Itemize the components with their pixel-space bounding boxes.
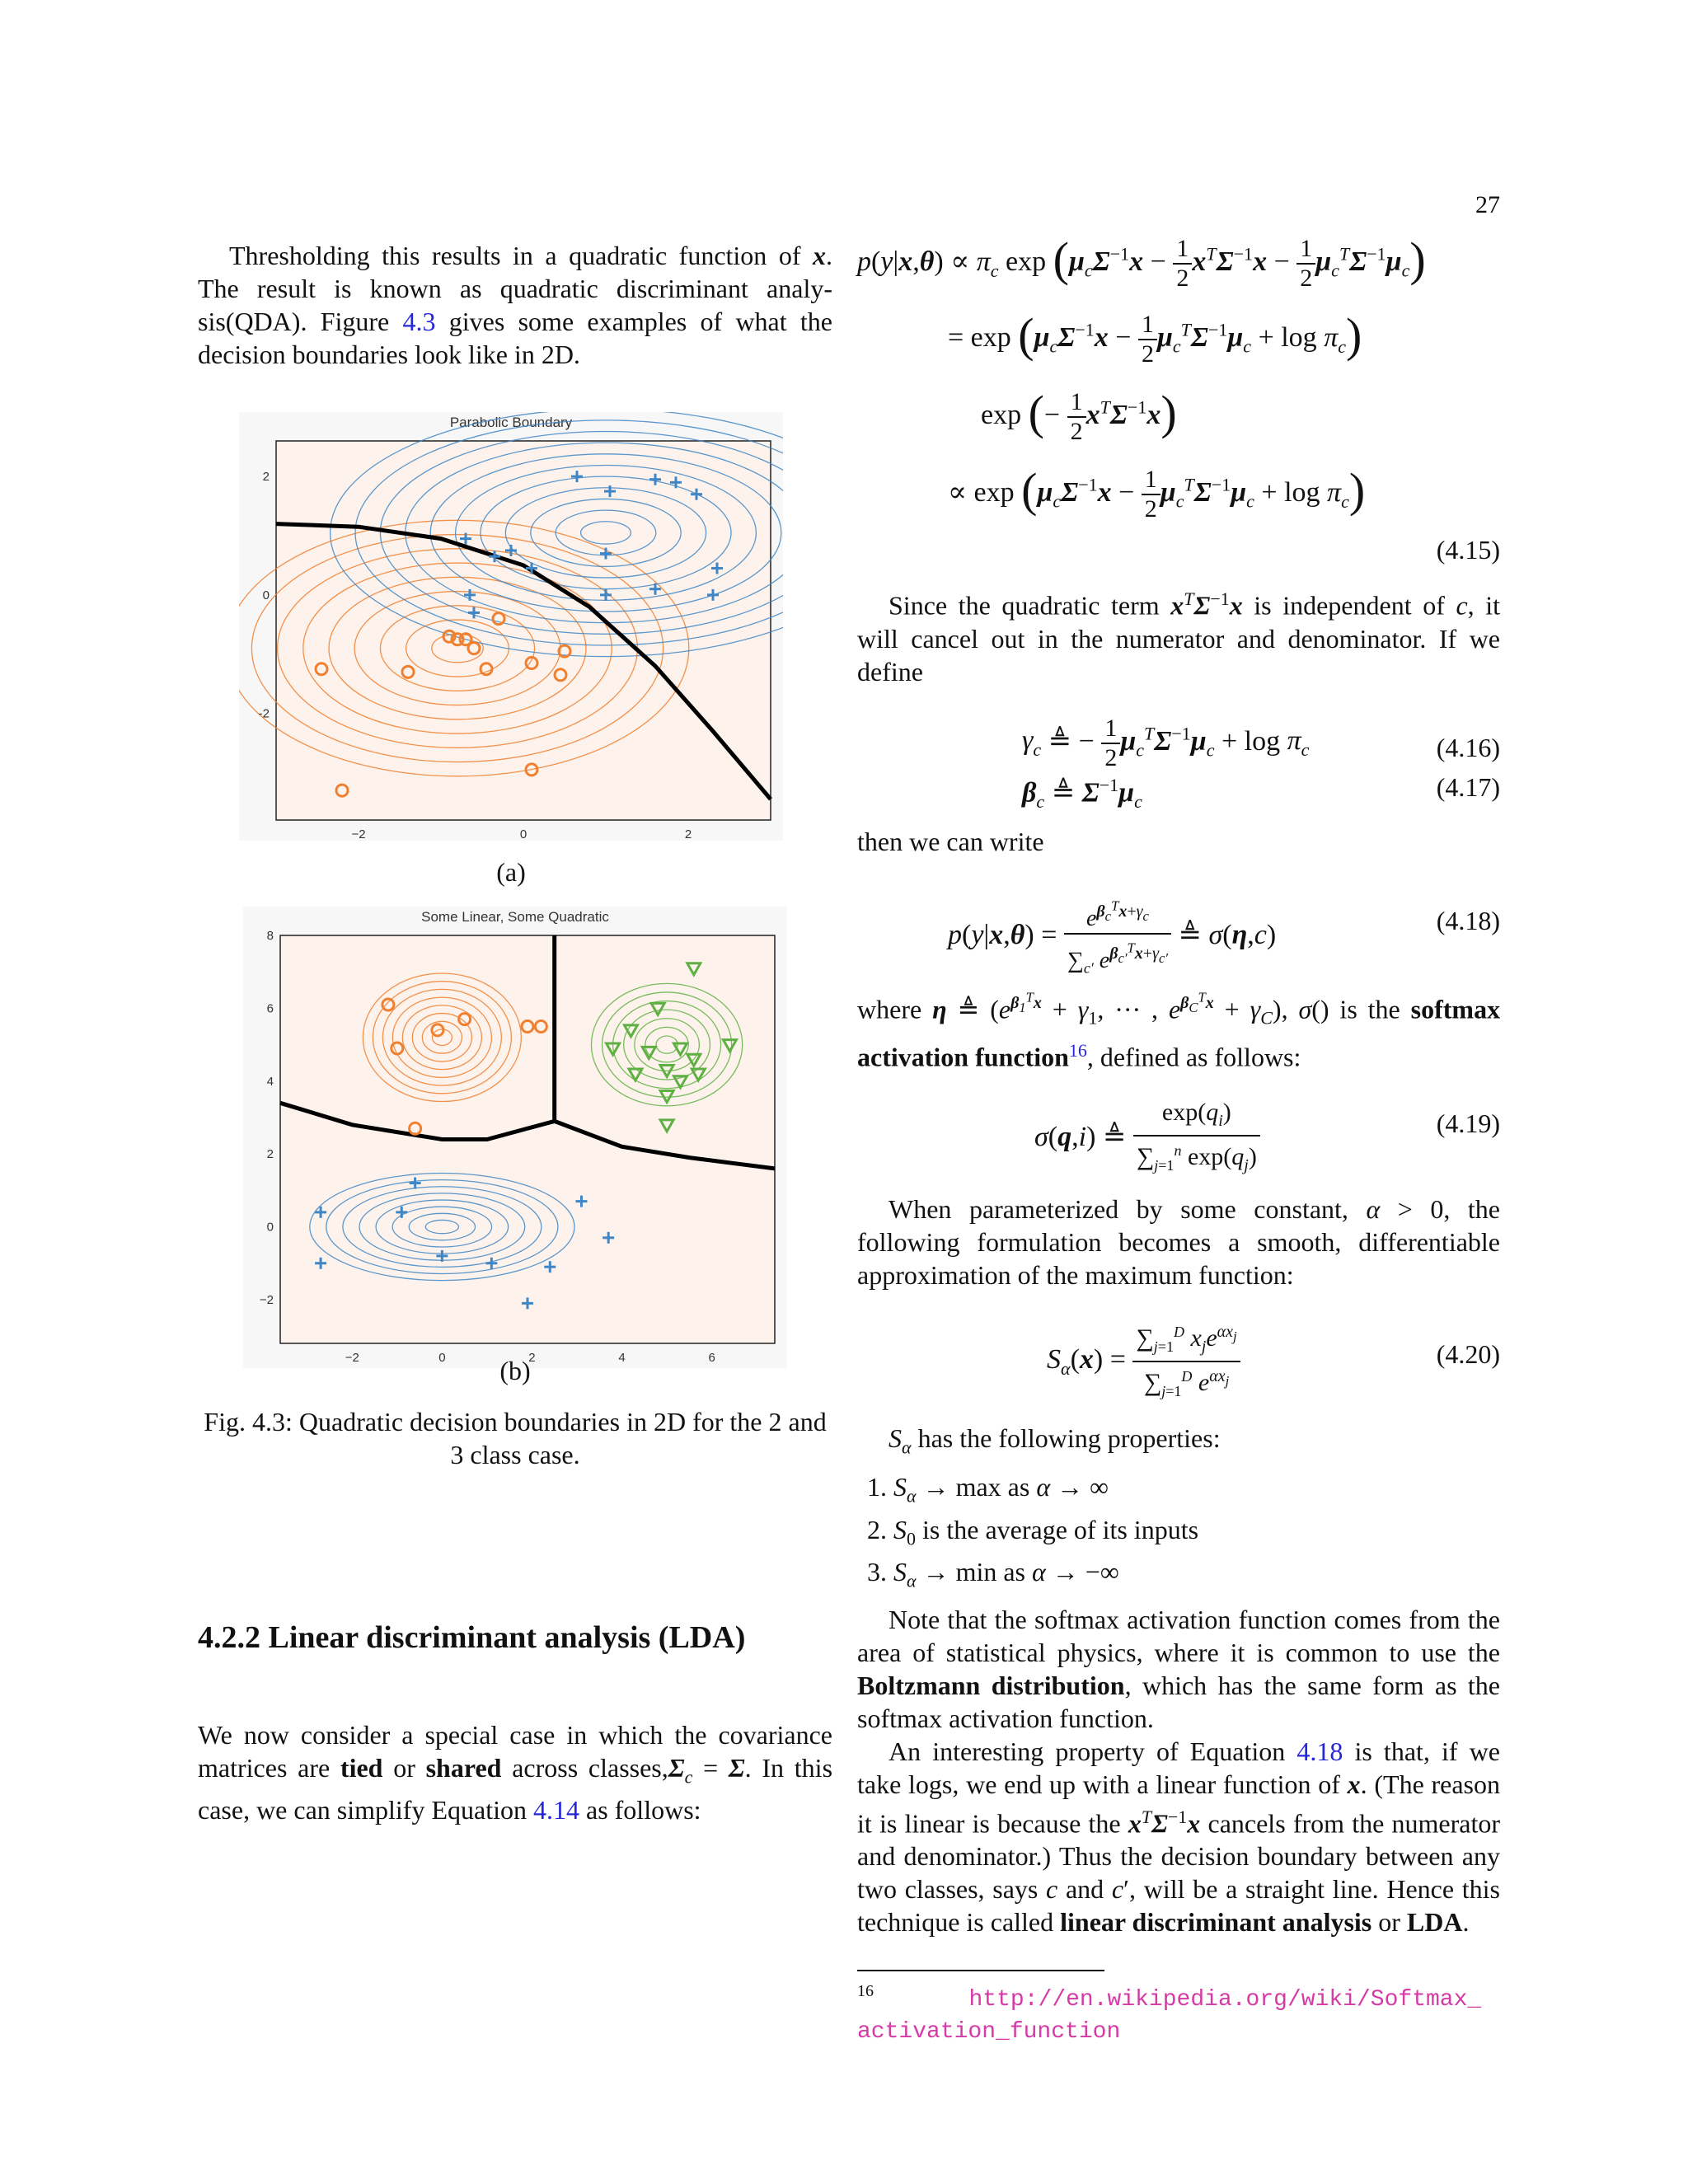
equation-4-20: $S_\alpha(x)$ = $\frac{\sum_{j=1}^D x_je^{\alpha x_j}}{\sum_{j=1}^D e^{\alpha x_j}}$ (4.20) xyxy=(857,1310,1500,1408)
then-we-can-write: then we can write xyxy=(857,826,1044,856)
x-tick-label: 2 xyxy=(684,827,692,841)
footnote-url-line1[interactable]: http://en.wikipedia.org/wiki/Softmax_ xyxy=(968,1987,1482,2013)
y-tick-label: 8 xyxy=(266,929,274,943)
footnote-16 xyxy=(857,1976,1500,2047)
equation-number-4-20: (4.20) xyxy=(1436,1339,1500,1370)
x-tick-label: −2 xyxy=(345,1351,359,1365)
properties-intro: $S_\alpha$ has the following properties: xyxy=(889,1423,1221,1458)
figure-ref-4-3[interactable]: 4.3 xyxy=(402,307,436,336)
figure-a-label: (a) xyxy=(496,857,526,887)
equation-4-18: p(y|x,θ) = $\frac{e^{\beta_c^Tx+\gamma_c}}{\sum_{c'} e^{\beta_{c'}^Tx+\gamma_{c'}}}$ ≜ σ(η,c) (4.18) xyxy=(857,876,1500,975)
property-item: 1. $S_\alpha \to \max$ as α → ∞ xyxy=(893,1470,1500,1512)
figure-a-plot-area xyxy=(239,412,783,841)
paragraph-quadratic-term: Since the quadratic term $x^T\Sigma^{-1}x$ is independent of c, it will cancel out in the numerator and denominator. If we define xyxy=(857,588,1501,687)
page-number: 27 xyxy=(1475,191,1500,218)
y-tick-label: 0 xyxy=(266,1220,274,1235)
equation-4-15: $p(y|x,\theta) \propto \pi_c$ $\exp (\mu_c\Sigma^{-1}x$ − $\frac{1}{2}$ $x^T\Sigma^{-1}x$ − $\frac{1}{2}$ $\mu_c^T\Sigma^{-1}\mu_c$) = $\exp (\mu_c\Sigma^{-1}x$ − $\frac{1}{2}$ $\mu_c^T\Sigma^{-1}\mu_c + \log \pi_c$) exp (− $\frac{1}{2}$ $x^T\Sigma^{-1}x$) ∝ $\exp (\mu_c\Sigma^{-1}x$ − $\frac{1}{2}$ $\mu_c^T\Sigma^{-1}\mu_c + \log \pi_c$) (4.15) xyxy=(857,232,1500,565)
paragraph-statistical-physics: Note that the softmax activation function comes from the area of statistical physics, where it is common to use the Boltzmann distribution, which has the same form as the softmax activation function. xyxy=(857,1604,1501,1733)
equation-number-4-17: (4.17) xyxy=(1436,771,1500,802)
equations-4-16-4-17: $\gamma_c$ ≜ − $\frac{1}{2}$ $\mu_c^T\Sigma^{-1}\mu_c + \log \pi_c$ (4.16) $\beta_c$ ≜ $\Sigma^{-1}\mu_c$ (4.17) xyxy=(1022,714,1500,812)
equation-4-19: σ(q,i) ≜ $\frac{\exp(q_i)}{\sum_{j=1}^n \exp(q_j)}$ (4.19) xyxy=(1034,1099,1500,1175)
paragraph-interesting-property: An interesting property of Equation 4.18 is that, if we take logs, we end up with a linear function of x. (The reason it is linear is because the $x^T\Sigma^{-1}x$ cancels from the numerator and denominator.) Thus the decision boundary between any two classes, says c and c′, will be a straight line. Hence this technique is called linear discriminant analysis or LDA. xyxy=(857,1736,1501,1938)
y-tick-label: -2 xyxy=(258,706,270,721)
y-tick-label: 2 xyxy=(266,1147,274,1162)
paragraph-parameterized: When parameterized by some constant, α > 0, the following formulation becomes a smooth, differentiable approximation of the maximum function: xyxy=(857,1194,1501,1291)
property-item: 3. $S_\alpha \to \min$ as α → −∞ xyxy=(893,1555,1500,1597)
y-tick-label: 4 xyxy=(266,1074,274,1089)
equation-number-4-16: (4.16) xyxy=(1436,732,1500,762)
property-item: 2. $S_0$ is the average of its inputs xyxy=(893,1513,1500,1555)
equation-number-4-19: (4.19) xyxy=(1436,1108,1500,1139)
y-tick-label: −2 xyxy=(259,1292,274,1307)
left-paragraph-lda: We now consider a special case in which the covariance matrices are tied or shared across $classes,\Sigma_c = \Sigma$. In this case, we can simplify Equation 4.14 as follows: xyxy=(198,1720,833,1825)
section-heading: 4.2.2 Linear discriminant analysis (LDA) xyxy=(198,1620,746,1655)
left-paragraph-qda: Thresholding this results in a quadratic function of x. The result is known as quadratic discriminant analy-sis(QDA). Figure 4.3 gives some examples of what the decision boundaries look like in 2D. xyxy=(198,241,832,369)
paragraph-where-eta: where η ≜ ($e^{\beta_1^Tx} + \gamma_1$, ··· , $e^{\beta_C^Tx} + \gamma_C$), σ() is the softmax activation function$^{16}$, defined as follows: xyxy=(857,989,1501,1073)
equation-ref-4-18[interactable]: 4.18 xyxy=(1296,1736,1343,1766)
footnote-ref-16[interactable]: 16 xyxy=(1068,1040,1087,1062)
figure-parabolic-boundary xyxy=(239,412,783,841)
figure-b-plot-area xyxy=(260,929,775,1365)
y-tick-label: 0 xyxy=(262,588,270,602)
figure-some-linear-some-quadratic xyxy=(243,907,787,1368)
equation-ref-4-14[interactable]: 4.14 xyxy=(532,1795,579,1825)
y-tick-label: 6 xyxy=(266,1001,274,1016)
properties-list xyxy=(857,1470,1500,1597)
footnote-rule xyxy=(857,1970,1104,1971)
figure-b-title: Some Linear, Some Quadratic xyxy=(421,909,609,925)
x-tick-label: 6 xyxy=(708,1351,715,1365)
equation-number-4-18: (4.18) xyxy=(1436,905,1500,935)
y-tick-label: 2 xyxy=(262,470,270,485)
equation-number-4-15: (4.15) xyxy=(1436,535,1500,565)
figure-a-title: Parabolic Boundary xyxy=(449,415,573,430)
figure-caption: Fig. 4.3: Quadratic decision boundaries in 2D for the 2 and 3 class case. xyxy=(204,1407,827,1469)
x-tick-label: 2 xyxy=(528,1351,536,1365)
figure-b-label: (b) xyxy=(499,1356,531,1385)
x-tick-label: 4 xyxy=(618,1351,626,1365)
right-column xyxy=(857,232,1501,1938)
plot-frame xyxy=(280,935,775,1343)
x-tick-label: 0 xyxy=(438,1351,446,1365)
x-tick-label: 0 xyxy=(519,827,528,841)
x-tick-label: −2 xyxy=(351,827,366,841)
footnote-number: 16 xyxy=(857,1982,874,2000)
footnote-url-line2[interactable]: activation_function xyxy=(857,2019,1121,2045)
